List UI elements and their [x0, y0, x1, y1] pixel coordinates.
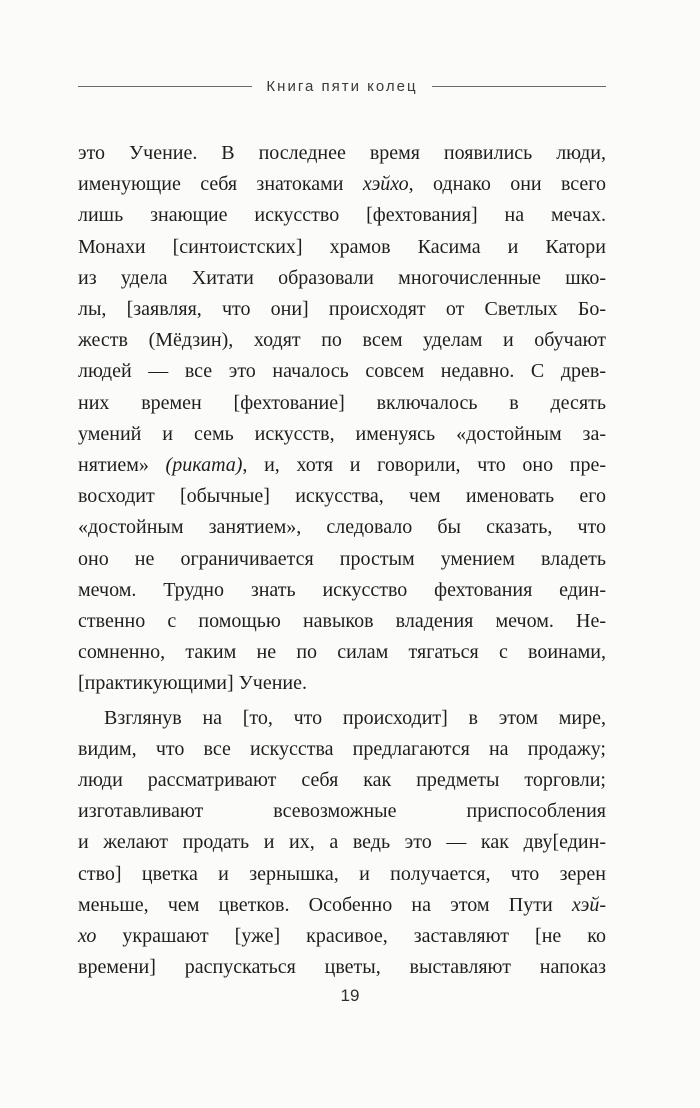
text-line: ственно с помощью навыков владения мечом. Не- — [78, 610, 606, 633]
page-number: 19 — [340, 986, 360, 1005]
text-run: украшают [уже] красивое, заставляют [не ко — [96, 925, 606, 948]
header-rule-right — [432, 86, 606, 87]
header-rule-left — [78, 86, 252, 87]
text-line: изготавливают всевозможные приспособления — [78, 800, 606, 823]
text-line: лишь знающие искусство [фехтования] на мечах. — [78, 204, 606, 227]
body-text — [78, 138, 606, 983]
text-line: них времен [фехтование] включалось в десять — [78, 391, 606, 414]
text-line: ство] цветка и зернышка, и получается, что зерен — [78, 862, 606, 885]
text-line: времени] распускаться цветы, выставляют напоказ — [78, 956, 606, 979]
text-line — [78, 921, 606, 952]
text-line: и желают продать и их, а ведь это — как дву[един- — [78, 831, 606, 854]
text-line: оно не ограничивается простым умением владеть — [78, 547, 606, 570]
text-line — [78, 169, 606, 200]
text-line: мечом. Трудно знать искусство фехтования един- — [78, 578, 606, 601]
text-line: лы, [заявляя, что они] происходят от Светлых Бо- — [78, 298, 606, 321]
italic-term: хэйхо — [362, 173, 409, 196]
italic-term: (риката) — [165, 454, 243, 477]
text-line: людей — все это началось совсем недавно. С древ- — [78, 360, 606, 383]
text-line: видим, что все искусства предлагаются на продажу; — [78, 737, 606, 760]
text-run: нятием» — [78, 454, 166, 477]
text-line: Взглянув на [то, что происходит] в этом мире, — [104, 706, 606, 729]
text-line — [78, 450, 606, 481]
text-line: [практикующими] Учение. — [78, 672, 308, 695]
italic-term: хо — [78, 925, 97, 948]
paragraph-2 — [78, 703, 606, 984]
text-line: это Учение. В последнее время появились люди, — [78, 142, 606, 164]
text-run: , однако они всего — [408, 173, 606, 196]
text-line: жеств (Мёдзин), ходят по всем уделам и обучают — [78, 329, 606, 352]
text-line: «достойным занятием», следовало бы сказать, что — [78, 516, 606, 539]
text-run: меньше, чем цветков. Особенно на этом Пути — [78, 893, 572, 916]
text-run: , и, хотя и говорили, что оно пре- — [242, 454, 606, 477]
text-line — [78, 890, 606, 921]
text-line: сомненно, таким не по силам тягаться с воинами, — [78, 641, 606, 664]
running-header — [78, 78, 606, 95]
text-line: люди рассматривают себя как предметы торговли; — [78, 769, 606, 792]
paragraph-1 — [78, 138, 606, 700]
text-line: Монахи [синтоистских] храмов Касима и Катори — [78, 235, 606, 258]
book-title: Книга пяти колец — [266, 78, 418, 95]
text-line: восходит [обычные] искусства, чем именовать его — [78, 485, 606, 508]
italic-term: хэй- — [571, 893, 606, 916]
text-run: именующие себя знатоками — [78, 173, 363, 196]
text-line: умений и семь искусств, именуясь «достойным за- — [78, 422, 606, 445]
text-line: из удела Хитати образовали многочисленные шко- — [78, 266, 606, 289]
